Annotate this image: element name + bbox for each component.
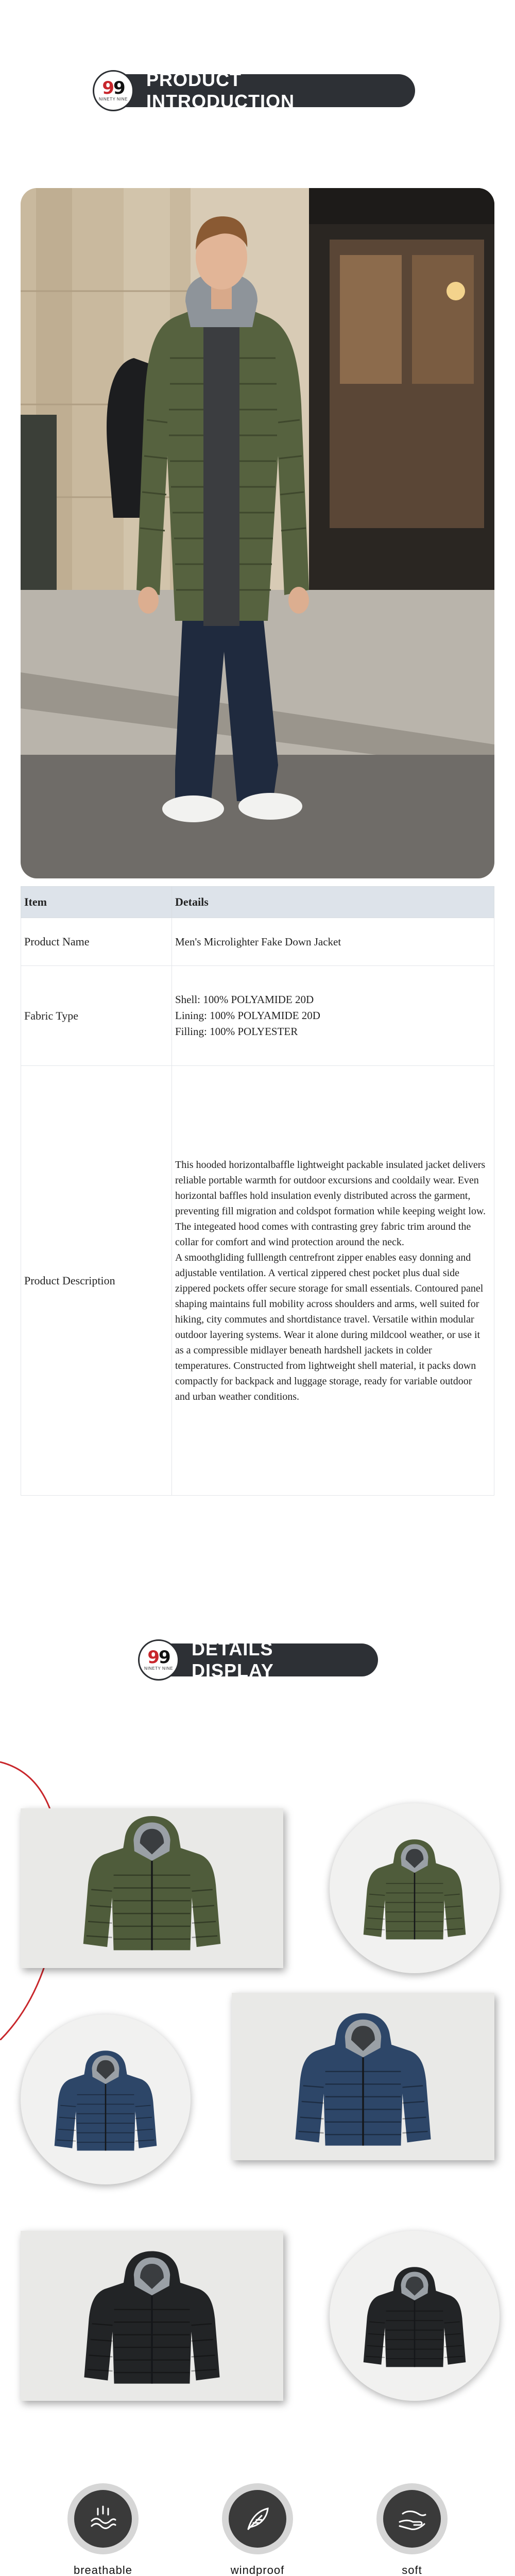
spec-table <box>21 886 494 1496</box>
feature-breathable <box>41 2483 165 2576</box>
brand-logo: 99 NINETY NINE <box>93 70 134 111</box>
detail-image-navy-front <box>232 1993 494 2160</box>
hero-model-photo <box>21 188 494 878</box>
detail-image-black-front <box>21 2231 283 2401</box>
fabric-filling: Filling: 100% POLYESTER <box>175 1025 298 1038</box>
brand-logo: 99 NINETY NINE <box>138 1639 179 1681</box>
table-row <box>21 966 494 1066</box>
feature-windproof <box>196 2483 319 2576</box>
feather-icon <box>241 2502 274 2535</box>
feature-label: breathable <box>74 2564 132 2576</box>
feature-label: soft <box>402 2564 422 2576</box>
detail-image-navy-circle <box>21 2014 191 2184</box>
row-label: Product Name <box>21 918 172 966</box>
description-paragraph-1: This hooded horizontalbaffle lightweight packable insulated jacket delivers reliable portable warmth for outdoor excursions and cooldaily wear. Even horizontal baffles hold insulation evenly distributed across the garment, preventing fill migration and coldspot formation while keeping weight low. The integeated hood comes with contrasting grey fabric trim around the collar for comfort and wind protection around the neck. <box>175 1159 486 1248</box>
row-label: Product Description <box>21 1066 172 1496</box>
table-row <box>21 918 494 966</box>
row-value <box>172 1066 494 1496</box>
section-title-details: DETAILS DISPLAY <box>162 1643 378 1676</box>
fabric-shell: Shell: 100% POLYAMIDE 20D <box>175 993 314 1006</box>
detail-image-olive-front <box>21 1808 283 1968</box>
row-value: Men's Microlighter Fake Down Jacket <box>172 918 494 966</box>
row-value <box>172 966 494 1066</box>
section-header-details <box>138 1638 378 1681</box>
detail-image-black-circle <box>330 2231 500 2401</box>
table-header-row <box>21 887 494 918</box>
section-title-intro: PRODUCT INTRODUCTION <box>116 74 415 107</box>
table-row <box>21 1066 494 1496</box>
hand-icon <box>396 2502 428 2535</box>
brand-logo-text: NINETY NINE <box>144 1666 174 1671</box>
fabric-lining: Lining: 100% POLYAMIDE 20D <box>175 1009 320 1022</box>
column-header-item: Item <box>21 887 172 918</box>
row-label: Fabric Type <box>21 966 172 1066</box>
column-header-details: Details <box>172 887 494 918</box>
brand-logo-text: NINETY NINE <box>98 96 128 101</box>
feature-soft <box>350 2483 474 2576</box>
detail-image-olive-circle <box>330 1803 500 1973</box>
section-header-intro <box>93 69 415 112</box>
feature-label: windproof <box>230 2564 285 2576</box>
wave-icon <box>87 2502 119 2535</box>
description-paragraph-2: A smoothgliding fulllength centrefront zipper enables easy donning and adjustable ventilation. A vertical zippered chest pocket plus dual side zippered pockets offer secure storage for small essentials. Contoured panel shaping maintains full mobility across shoulders and arms, well suited for hiking, city commutes and shortdistance travel. Versatile within modular outdoor layering systems. Wear it alone during mildcool weather, or use it as a compressible midlayer beneath hardshell jackets in colder temperatures. Constructed from lightweight shell material, it packs down compactly for backpack and luggage storage, ready for variable outdoor and urban weather conditions. <box>175 1251 484 1402</box>
